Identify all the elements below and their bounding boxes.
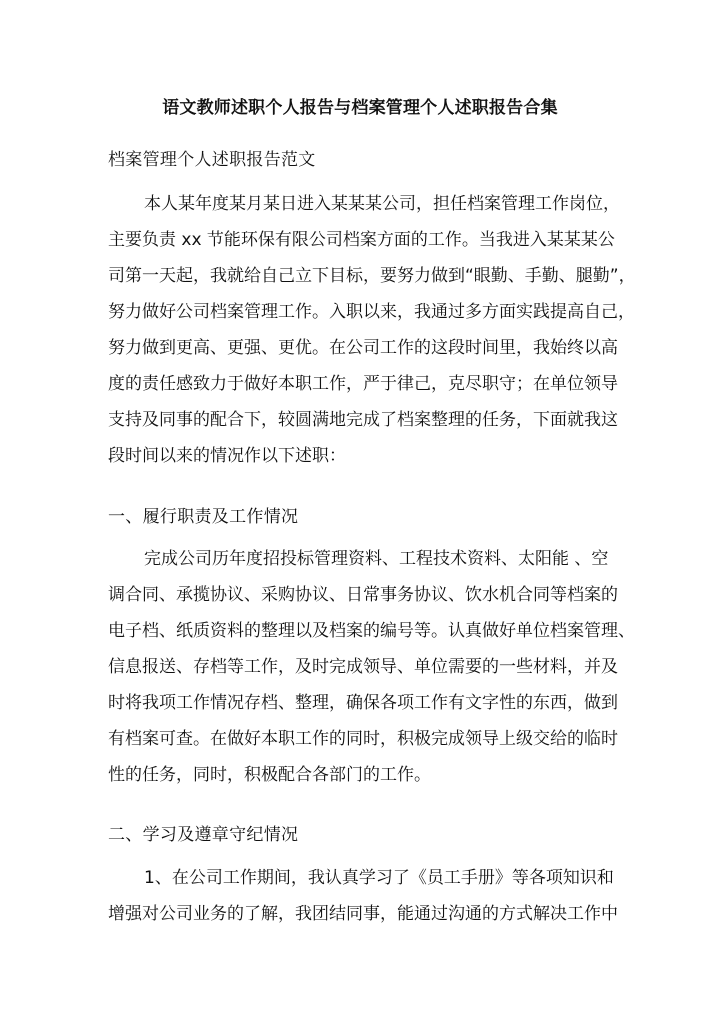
paragraph-line: 电子档、纸质资料的整理以及档案的编号等。认真做好单位档案管理、 [108, 621, 635, 641]
paragraph-line: 段时间以来的情况作以下述职： [108, 446, 346, 466]
paragraph-line: 努力做到更高、更强、更优。在公司工作的这段时间里，我始终以高 [108, 338, 618, 358]
section1-heading: 一、履行职责及工作情况 [108, 507, 299, 527]
paragraph-line: 司第一天起，我就给自己立下目标，要努力做到“眼勤、手勤、腿勤”， [108, 266, 636, 286]
paragraph-line: 有档案可查。在做好本职工作的同时，积极完成领导上级交给的临时 [108, 729, 618, 749]
paragraph-line: 本人某年度某月某日进入某某某公司，担任档案管理工作岗位， [144, 194, 620, 214]
subtitle-heading: 档案管理个人述职报告范文 [108, 150, 316, 170]
paragraph-line: 度的责任感致力于做好本职工作，严于律己，克尽职守；在单位领导 [108, 374, 618, 394]
paragraph-line: 时将我项工作情况存档、整理，确保各项工作有文字性的东西，做到 [108, 693, 618, 713]
paragraph-line: 增强对公司业务的了解，我团结同事，能通过沟通的方式解决工作中 [108, 904, 618, 924]
paragraph-line: 主要负责 xx 节能环保有限公司档案方面的工作。当我进入某某某公 [108, 230, 615, 250]
paragraph-line: 性的任务，同时，积极配合各部门的工作。 [108, 765, 431, 785]
document-title: 语文教师述职个人报告与档案管理个人述职报告合集 [162, 98, 558, 118]
paragraph-line: 努力做好公司档案管理工作。入职以来，我通过多方面实践提高自己， [108, 302, 635, 322]
paragraph-line: 支持及同事的配合下，较圆满地完成了档案整理的任务，下面就我这 [108, 410, 618, 430]
paragraph-line: 完成公司历年度招投标管理资料、工程技术资料、太阳能 、空 [144, 549, 609, 569]
paragraph-line: 调合同、承揽协议、采购协议、日常事务协议、饮水机合同等档案的 [108, 585, 618, 605]
paragraph-line: 信息报送、存档等工作，及时完成领导、单位需要的一些材料，并及 [108, 657, 618, 677]
section1-paragraph [108, 541, 635, 793]
section2-paragraph [108, 860, 628, 932]
intro-paragraph [108, 186, 636, 474]
paragraph-line: 1、在公司工作期间，我认真学习了《员工手册》等各项知识和 [144, 868, 614, 888]
section2-heading: 二、学习及遵章守纪情况 [108, 825, 299, 845]
